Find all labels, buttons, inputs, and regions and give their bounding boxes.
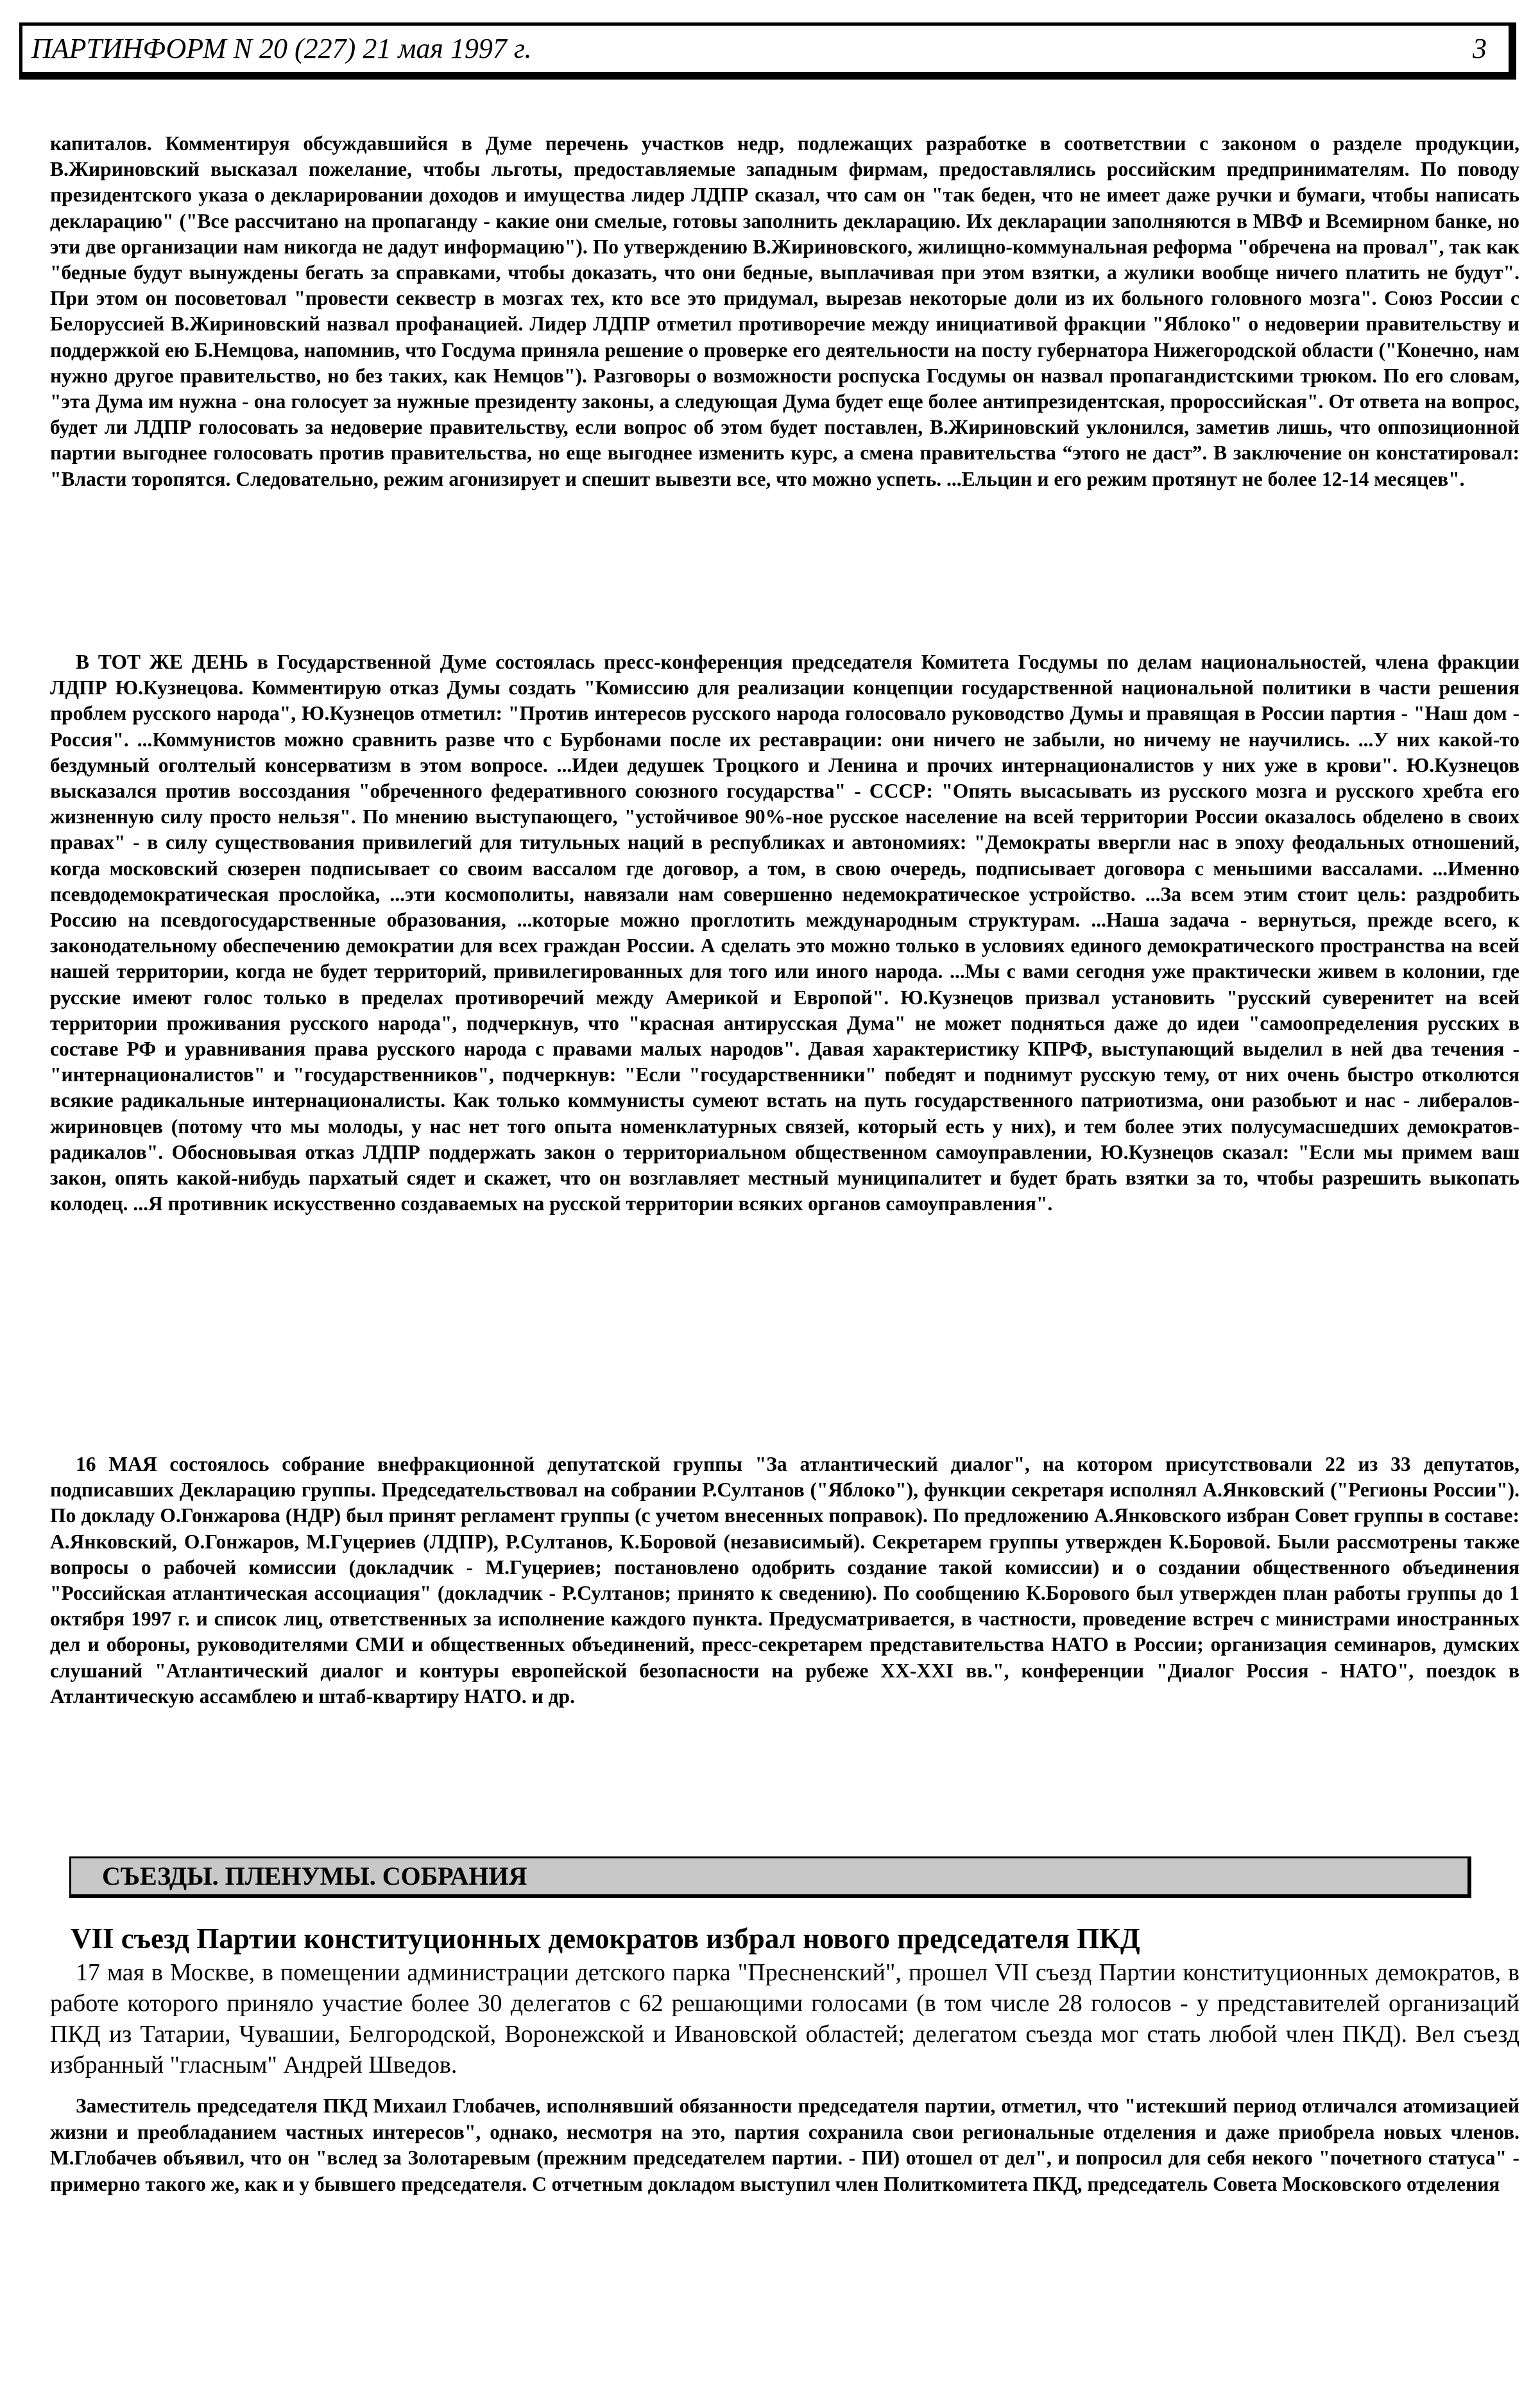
section-heading: СЪЕЗДЫ. ПЛЕНУМЫ. СОБРАНИЯ: [102, 1862, 527, 1890]
paragraph-kuznetsov: В ТОТ ЖЕ ДЕНЬ в Государственной Думе состоялась пресс-конференция председателя Комитета Госдумы по делам национальностей, члена фракции ЛДПР Ю.Кузнецова. Комментирую отказ Думы создать "Комиссию для реализации концепции государственной национальной политики в части решения проблем русского народа", Ю.Кузнецов отметил: "Против интересов русского народа голосовало руководство Думы и правящая в России партия - "Наш дом - Россия". ...Коммунистов можно сравнить разве что с Бурбонами после их реставрации: они ничего не забыли, но ничему не научились. ...У них какой-то бездумный оголтелый консерватизм в этом вопросе. ...Идеи дедушек Троцкого и Ленина и прочих интернационалистов у них уже в крови". Ю.Кузнецов высказался против воссоздания "обреченного федеративного союзного государства" - СССР: "Опять высасывать из русского мозга и русского хребта его жизненную силу просто нельзя". По мнению выступающего, "устойчивое 90%-ное русское население на всей территории России оказалось обделено в своих правах" - в силу существования привилегий для титульных наций в республиках и автономиях: "Демократы ввергли нас в эпоху феодальных отношений, когда московский сюзерен подписывает со своим вассалом где договор, а том, в свою очередь, подписывает договора с меньшими вассалами. ...Именно псевдодемократическая прослойка, ...эти космополиты, навязали нам совершенно недемократическое устройство. ...За всем этим стоит цель: раздробить Россию на псевдогосударственные образования, ...которые можно проглотить международным структурам. ...Наша задача - вернуться, прежде всего, к законодательному обеспечению демократии для всех граждан России. А сделать это можно только в условиях единого демократического пространства на всей нашей территории, когда не будет территорий, привилегированных для того или иного народа. ...Мы с вами сегодня уже практически живем в колонии, где русские имеют голос только в пределах противоречий между Америкой и Европой". Ю.Кузнецов призвал установить "русский суверенитет на всей территории проживания русского народа", подчеркнув, что "красная антирусская Дума" не может подняться даже до идеи "самоопределения русских в составе РФ и уравнивания права русского народа с правами малых народов". Давая характеристику КПРФ, выступающий выделил в ней два течения - "интернационалистов" и "государственников", подчеркнув: "Если "государственники" победят и поднимут русскую тему, от них очень быстро отколются всякие радикальные интернационалисты. Как только коммунисты сумеют встать на путь государственного патриотизма, они разобьют и нас - либералов-жириновцев (потому что мы молоды, у нас нет того опыта номенклатурных связей, который есть у них), и тем более этих полусумасшедших демократов-радикалов". Обосновывая отказ ЛДПР поддержать закон о территориальном общественном самоуправлении, Ю.Кузнецов сказал: "Если мы примем ваш закон, опять какой-нибудь пархатый сядет и скажет, что он возглавляет местный муниципалитет и будет брать взятки за то, чтобы разрешить выкопать колодец. ...Я противник искусственно создаваемых на русской территории всяких органов самоуправления".: [50, 651, 1519, 1215]
page-number: 3: [1473, 33, 1487, 64]
article-title: VII съезд Партии конституционных демократов избрал нового председателя ПКД: [71, 1923, 1140, 1955]
paragraph-zhirinovsky: капиталов. Комментируя обсуждавшийся в Думе перечень участков недр, подлежащих разработке в соответствии с законом о разделе продукции, В.Жириновский высказал пожелание, чтобы льготы, предоставляемые западным фирмам, предоставлялись российским предпринимателям. По поводу президентского указа о декларировании доходов и имущества лидер ЛДПР сказал, что сам он "так беден, что не имеет даже ручки и бумаги, чтобы написать декларацию" ("Все рассчитано на пропаганду - какие они смелые, готовы заполнить декларацию. Их декларации заполняются в МВФ и Всемирном банке, но эти две организации нам никогда не дадут информацию"). По утверждению В.Жириновского, жилищно-коммунальная реформа "обречена на провал", так как "бедные будут вынуждены бегать за справками, чтобы доказать, что они бедные, выплачивая при этом взятки, а жулики вообще ничего платить не будут". При этом он посоветовал "провести секвестр в мозгах тех, кто все это придумал, вырезав некоторые доли из их больного головного мозга". Союз России с Белоруссией В.Жириновский назвал профанацией. Лидер ЛДПР отметил противоречие между инициативой фракции "Яблоко" о недоверии правительству и поддержкой ею Б.Немцова, напомнив, что Госдума приняла решение о проверке его деятельности на посту губернатора Нижегородской области ("Конечно, нам нужно другое правительство, но без таких, как Немцов"). Разговоры о возможности роспуска Госдумы он назвал пропагандистскими трюком. По его словам, "эта Дума им нужна - она голосует за нужные президенту законы, а следующая Дума будет еще более антипрезидентская, пророссийская". От ответа на вопрос, будет ли ЛДПР голосовать за недоверие правительству, если вопрос об этом будет поставлен, В.Жириновский уклонился, заметив лишь, что оппозиционной партии выгоднее голосовать против правительства, но еще выгоднее изменить курс, а смена правительства “этого не даст”. В заключение он констатировал: "Власти торопятся. Следовательно, режим агонизирует и спешит вывезти все, что можно успеть. ...Ельцин и его режим протянут не более 12-14 месяцев".: [50, 132, 1519, 490]
page-header: [19, 22, 1516, 80]
publication-title: ПАРТИНФОРМ N 20 (227) 21 мая 1997 г.: [31, 33, 532, 64]
article-lead-paragraph: 17 мая в Москве, в помещении администрации детского парка "Пресненский", прошел VII съезд Партии конституционных демократов, в работе которого приняло участие более 30 делегатов с 62 решающими голосами (в том числе 28 голосов - у представителей организаций ПКД из Татарии, Чувашии, Белгородской, Воронежской и Ивановской областей; делегатом съезда мог стать любой член ПКД). Вел съезд избранный "гласным" Андрей Шведов.: [50, 1959, 1519, 2078]
paragraph-atlantic-dialogue: 16 МАЯ состоялось собрание внефракционной депутатской группы "За атлантический диалог", на котором присутствовали 22 из 33 депутатов, подписавших Декларацию группы. Председательствовал на собрании Р.Султанов ("Яблоко"), функции секретаря исполнял А.Янковский ("Регионы России"). По докладу О.Гонжарова (НДР) был принят регламент группы (с учетом внесенных поправок). По предложению А.Янковского избран Совет группы в составе: А.Янковский, О.Гонжаров, М.Гуцериев (ЛДПР), Р.Султанов, К.Боровой (независимый). Секретарем группы утвержден К.Боровой. Были рассмотрены также вопросы о рабочей комиссии (докладчик - М.Гуцериев; постановлено одобрить создание такой комиссии) и о создании общественного объединения "Российская атлантическая ассоциация" (докладчик - Р.Султанов; принято к сведению). По сообщению К.Борового был утвержден план работы группы до 1 октября 1997 г. и список лиц, ответственных за исполнение каждого пункта. Предусматривается, в частности, проведение встреч с министрами иностранных дел и обороны, руководителями СМИ и общественных объединений, пресс-секретарем представительства НАТО в России; организация семинаров, думских слушаний "Атлантический диалог и контуры европейской безопасности на рубеже XX-XXI вв.", конференции "Диалог Россия - НАТО", поездок в Атлантическую ассамблею и штаб-квартиру НАТО. и др.: [50, 1453, 1519, 1708]
section-heading-box: [69, 1856, 1471, 1898]
article-body-paragraph: Заместитель председателя ПКД Михаил Глобачев, исполнявший обязанности председателя партии, отметил, что "истекший период отличался атомизацией жизни и преобладанием частных интересов", однако, несмотря на это, партия сохранила свои региональные отделения и даже приобрела новых членов. М.Глобачев объявил, что он "вслед за Золотаревым (прежним председателем партии. - ПИ) отошел от дел", и попросил для себя некого "почетного статуса" - примерно такого же, как и у бывшего председателя. С отчетным докладом выступил член Политкомитета ПКД, председатель Совета Московского отделения: [50, 2095, 1519, 2195]
newsletter-page: [19, 0, 1524, 2382]
